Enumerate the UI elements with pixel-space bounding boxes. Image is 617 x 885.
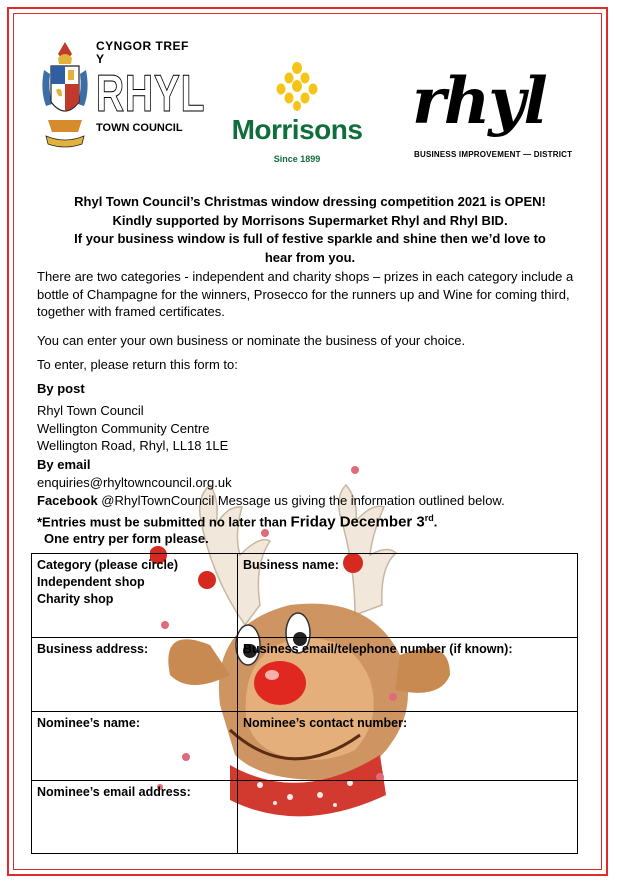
one-entry-note: One entry per form please. [44, 531, 209, 546]
nominee-contact-label: Nominee’s contact number: [243, 716, 408, 730]
council-name-rhyl: RHYL [96, 65, 206, 123]
intro-heading [40, 193, 580, 267]
contact-email: enquiries@rhyltowncouncil.org.uk [37, 475, 232, 490]
council-name-english: TOWN COUNCIL [96, 122, 183, 134]
entries-deadline-suffix: rd [424, 513, 434, 523]
entries-deadline-line [37, 510, 437, 531]
by-email-heading: By email [37, 457, 91, 472]
business-name-cell[interactable] [237, 553, 578, 638]
rhyl-bid-wordmark: rhyl [412, 64, 546, 139]
rhyl-town-council-logo [38, 39, 206, 165]
morrisons-wordmark: Morrisons [231, 114, 363, 145]
entry-form [31, 553, 578, 854]
intro-line-1: Rhyl Town Council’s Christmas window dressing competition 2021 is OPEN! [74, 194, 546, 209]
intro-line-3: If your business window is full of festive sparkle and shine then we’d love to [74, 231, 546, 246]
facebook-label: Facebook [37, 493, 98, 508]
rhyl-bid-logo [412, 64, 573, 167]
nominee-email-label: Nominee’s email address: [37, 785, 191, 799]
business-address-cell[interactable] [31, 637, 238, 712]
address-line: Wellington Road, Rhyl, LL18 1LE [37, 438, 229, 453]
entries-deadline: Friday December 3 [290, 513, 425, 531]
category-option-charity[interactable]: Charity shop [37, 592, 114, 606]
business-address-label: Business address: [37, 642, 149, 656]
entries-end: . [433, 514, 438, 530]
address-line: Rhyl Town Council [37, 403, 144, 418]
postal-address [37, 402, 228, 455]
business-contact-label: Business email/telephone number (if known): [243, 642, 513, 656]
wheat-icon [267, 62, 327, 116]
facebook-line [37, 492, 505, 510]
empty-cell[interactable] [237, 780, 578, 854]
nominee-email-cell[interactable] [31, 780, 238, 854]
morrisons-since: Since 1899 [273, 154, 321, 164]
category-option-independent[interactable]: Independent shop [37, 575, 145, 589]
nominee-name-cell[interactable] [31, 711, 238, 781]
by-post-heading: By post [37, 381, 85, 396]
rhyl-bid-tagline: BUSINESS IMPROVEMENT — DISTRICT [414, 150, 573, 159]
coat-of-arms-icon [38, 40, 92, 158]
business-contact-cell[interactable] [237, 637, 578, 712]
intro-line-4: hear from you. [264, 249, 356, 265]
business-name-label: Business name: [243, 558, 339, 572]
categories-paragraph: There are two categories - independent and charity shops – prizes in each category include a bottle of Champagne for the winners, Prosecco for the runners up and Wine for coming third, together with framed certificates. [37, 269, 574, 319]
nominee-contact-cell[interactable] [237, 711, 578, 781]
category-cell[interactable] [31, 553, 238, 638]
morrisons-logo [227, 62, 367, 172]
intro-line-2: Kindly supported by Morrisons Supermarket Rhyl and Rhyl BID. [112, 212, 508, 228]
council-name-welsh: CYNGOR TREF Y [96, 39, 189, 66]
category-label: Category (please circle) [37, 558, 179, 572]
nominee-name-label: Nominee’s name: [37, 716, 141, 730]
facebook-text: @RhylTownCouncil Message us giving the information outlined below. [97, 493, 505, 508]
address-line: Wellington Community Centre [37, 420, 210, 436]
to-enter-paragraph: To enter, please return this form to: [37, 357, 238, 372]
enter-own-paragraph: You can enter your own business or nominate the business of your choice. [37, 333, 466, 348]
entries-prefix: *Entries must be submitted no later than [37, 514, 291, 530]
